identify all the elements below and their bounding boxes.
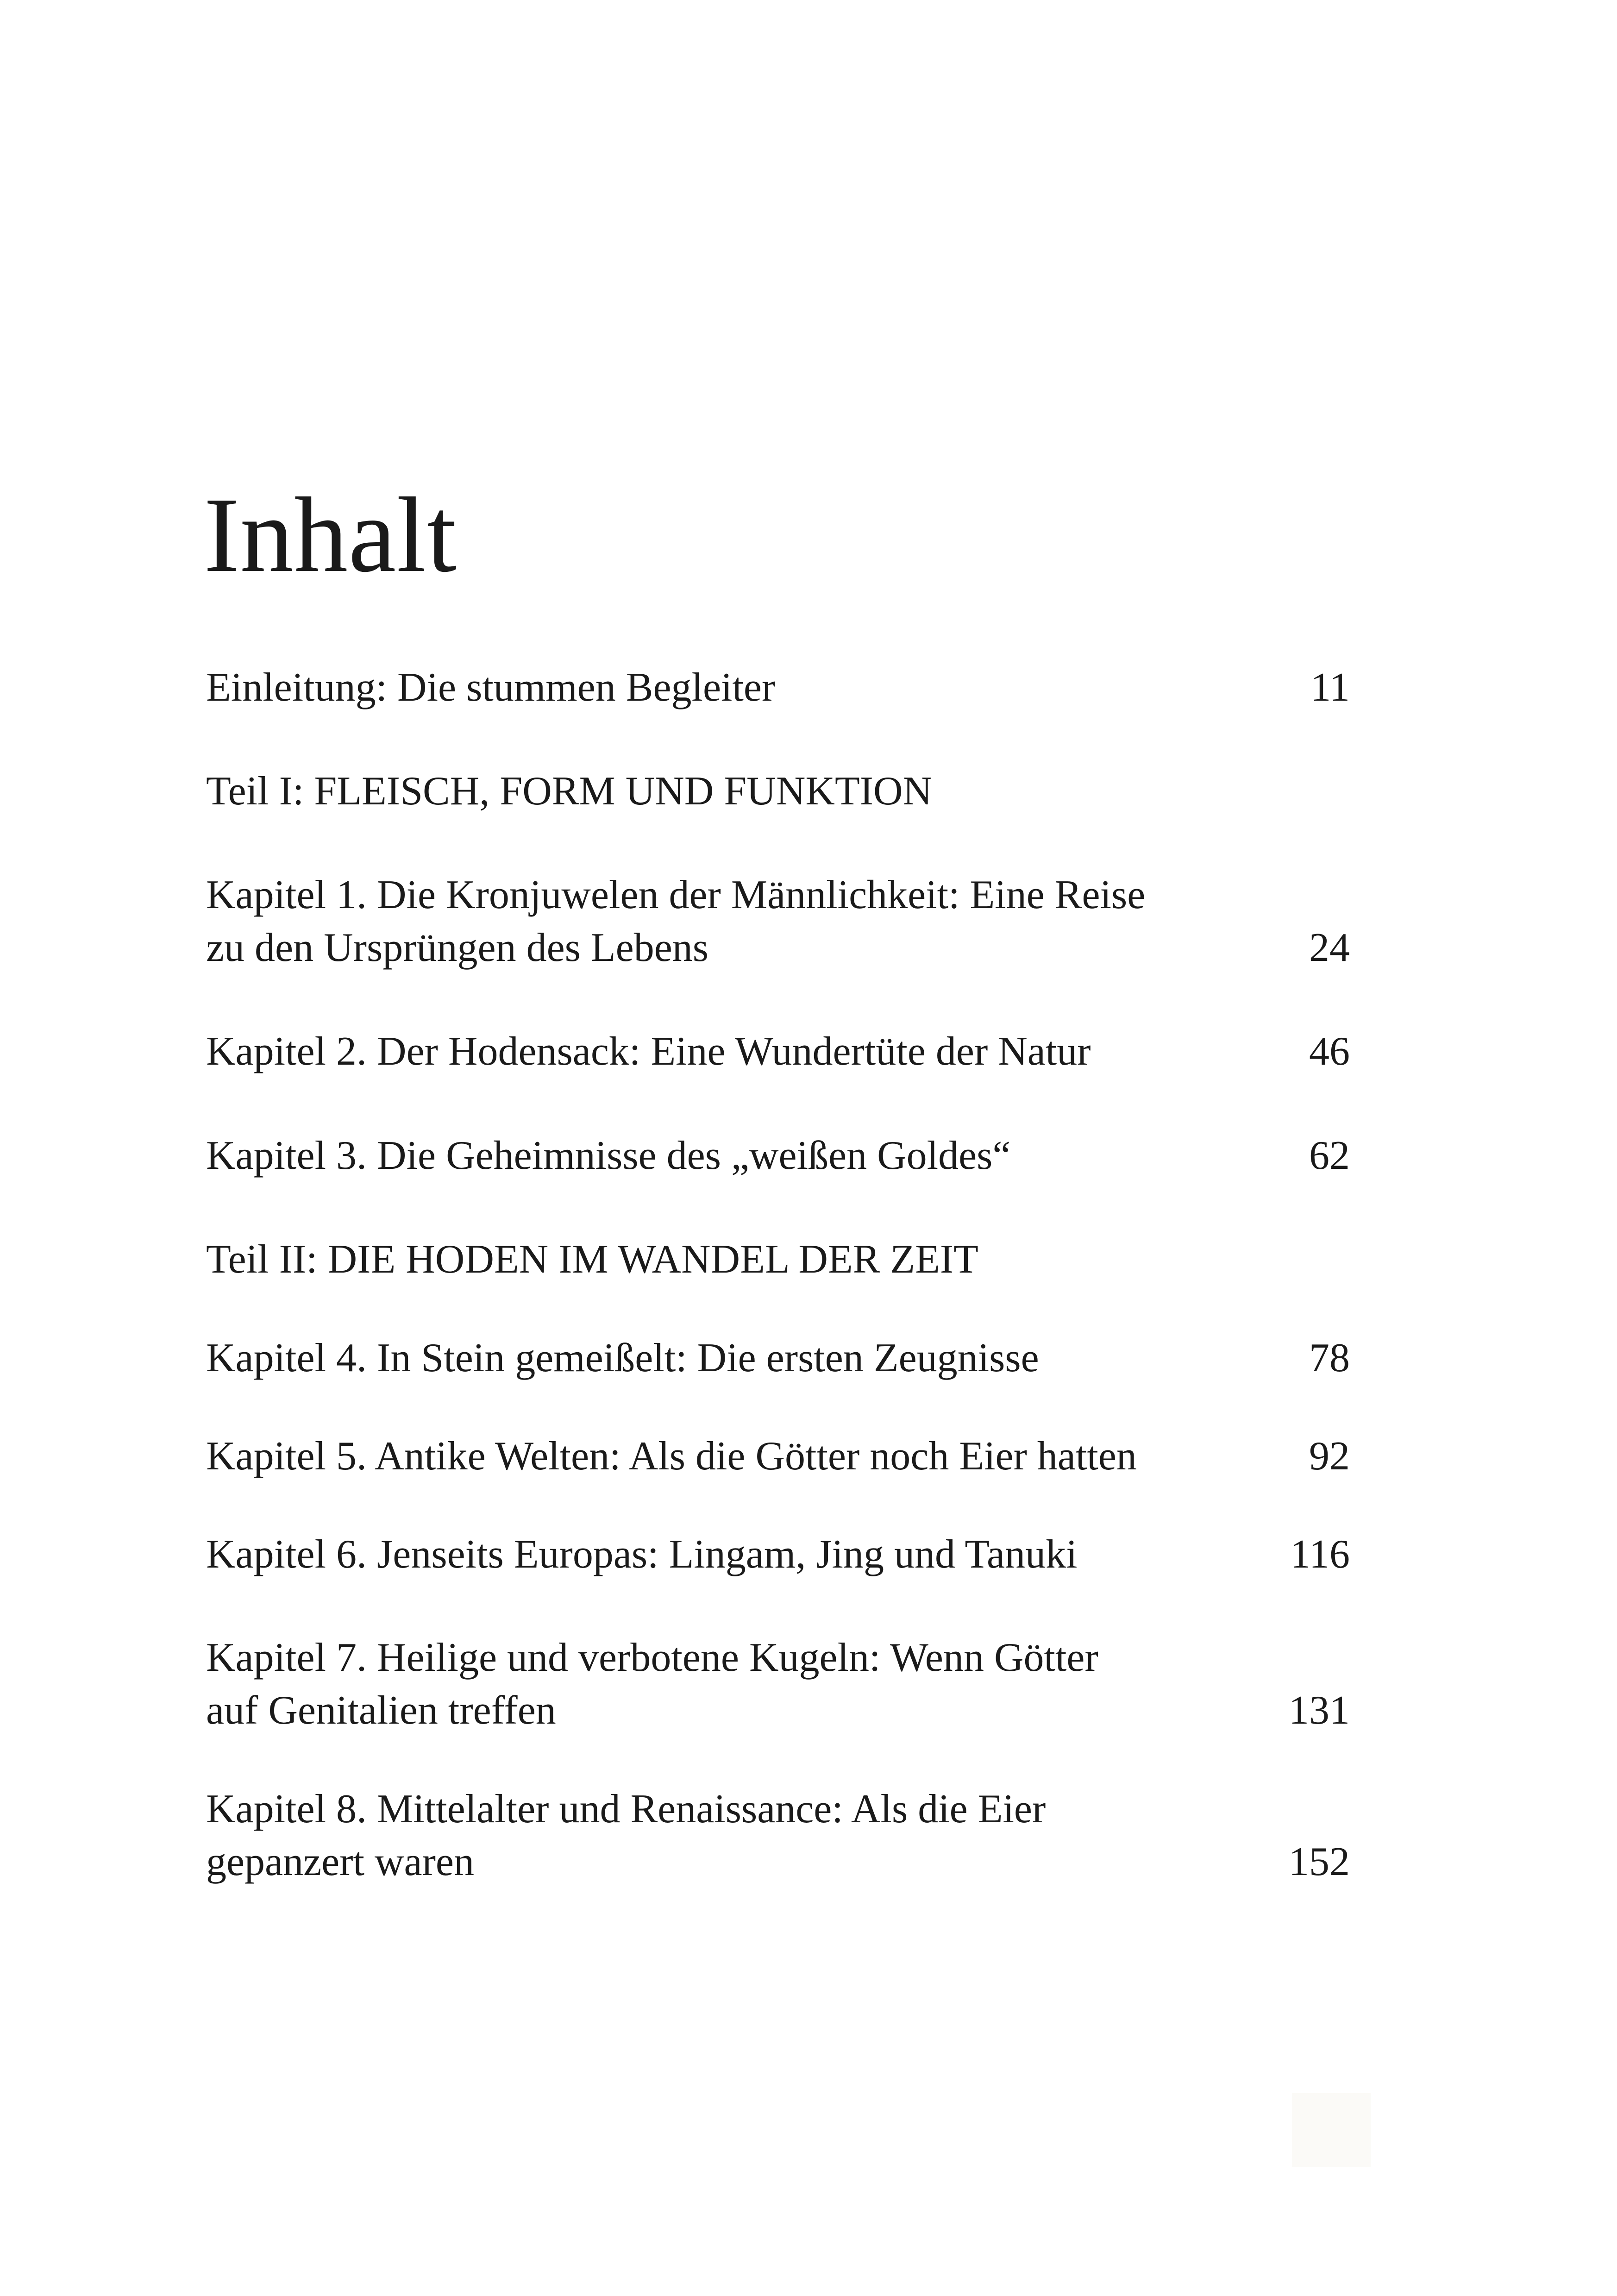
page-title: Inhalt xyxy=(204,476,458,595)
toc-entry-page: 131 xyxy=(1289,1688,1350,1733)
toc-entry-page: 46 xyxy=(1309,1029,1350,1074)
toc-entry-kapitel-2 xyxy=(206,1025,1350,1078)
toc-entry-page: 152 xyxy=(1289,1839,1350,1884)
part-heading-teil-1: Teil I: FLEISCH, FORM UND FUNKTION xyxy=(206,769,933,814)
part-heading-teil-2: Teil II: DIE HODEN IM WANDEL DER ZEIT xyxy=(206,1237,978,1282)
toc-entry-title-line-1: Kapitel 7. Heilige und verbotene Kugeln: Wenn Götter xyxy=(206,1635,1098,1680)
toc-entry-kapitel-5 xyxy=(206,1430,1350,1483)
toc-entry-title-line-2: zu den Ursprüngen des Lebens xyxy=(206,925,709,970)
toc-entry-kapitel-8 xyxy=(206,1783,1350,1888)
toc-entry-title-line-1: Kapitel 8. Mittelalter und Renaissance: Als die Eier xyxy=(206,1787,1046,1832)
toc-entry-title xyxy=(206,869,1262,974)
toc-entry-page: 116 xyxy=(1290,1532,1350,1577)
toc-entry-kapitel-1 xyxy=(206,869,1350,974)
toc-entry-title: Einleitung: Die stummen Begleiter xyxy=(206,665,776,710)
toc-entry-page: 11 xyxy=(1310,665,1350,710)
toc-entry-kapitel-3 xyxy=(206,1129,1350,1182)
toc-entry-page: 92 xyxy=(1309,1434,1350,1479)
toc-entry-title xyxy=(206,1631,1262,1737)
toc-entry-kapitel-7 xyxy=(206,1631,1350,1737)
toc-entry-title-line-2: auf Genitalien treffen xyxy=(206,1688,556,1733)
toc-entry-title-line-2: gepanzert waren xyxy=(206,1839,474,1884)
toc-entry-title: Kapitel 4. In Stein gemeißelt: Die ersten Zeugnisse xyxy=(206,1336,1039,1380)
toc-entry-title: Kapitel 2. Der Hodensack: Eine Wundertüte der Natur xyxy=(206,1029,1091,1074)
toc-entry-title: Kapitel 5. Antike Welten: Als die Götter noch Eier hatten xyxy=(206,1434,1137,1479)
toc-entry-title: Kapitel 3. Die Geheimnisse des „weißen Goldes“ xyxy=(206,1133,1011,1178)
toc-entry-title xyxy=(206,1783,1262,1888)
toc-entry-page: 78 xyxy=(1309,1336,1350,1380)
toc-entry-kapitel-6 xyxy=(206,1528,1350,1581)
toc-entry-kapitel-4 xyxy=(206,1332,1350,1385)
toc-entry-title-line-1: Kapitel 1. Die Kronjuwelen der Männlichkeit: Eine Reise xyxy=(206,872,1146,917)
toc-entry-page: 62 xyxy=(1309,1133,1350,1178)
toc-entry-page: 24 xyxy=(1309,925,1350,970)
page-corner-mark xyxy=(1292,2093,1371,2167)
toc-entry-title: Kapitel 6. Jenseits Europas: Lingam, Jing und Tanuki xyxy=(206,1532,1078,1577)
toc-entry-einleitung xyxy=(206,661,1350,714)
